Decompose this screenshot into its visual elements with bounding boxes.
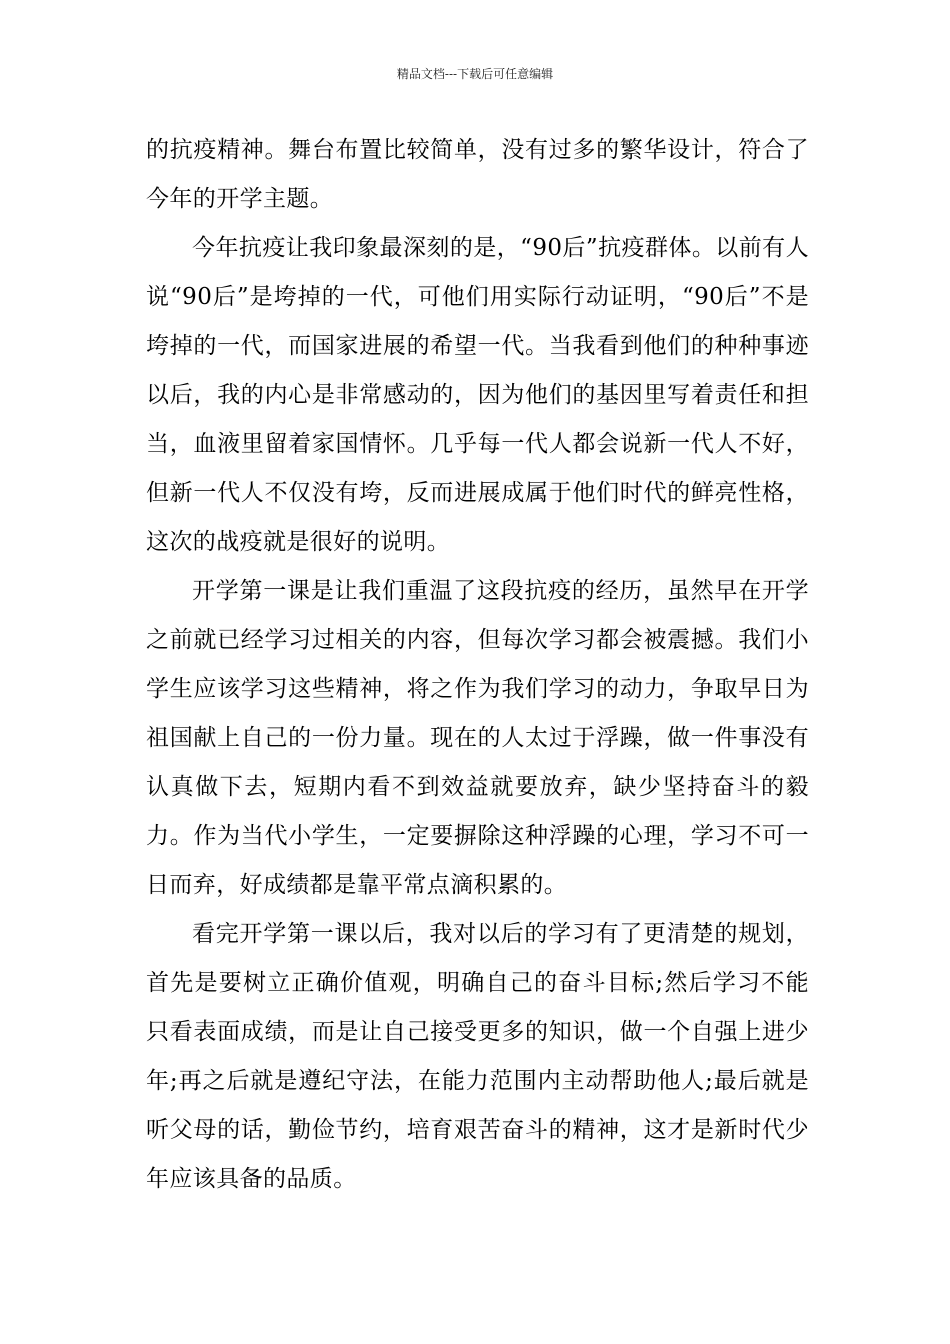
document-body [146,126,809,1204]
paragraph-first-lesson: 开学第一课是让我们重温了这段抗疫的经历，虽然早在开学之前就已经学习过相关的内容，但每次学习都会被震撼。我们小学生应该学习这些精神，将之作为我们学习的动力，争取早日为祖国献上自己的一份力量。现在的人太过于浮躁，做一件事没有认真做下去，短期内看不到效益就要放弃，缺少坚持奋斗的毅力。作为当代小学生，一定要摒除这种浮躁的心理，学习不可一日而弃，好成绩都是靠平常点滴积累的。 [146,578,809,898]
page-header: 精品文档---下载后可任意编辑 [396,67,554,81]
paragraph-study-plan: 看完开学第一课以后，我对以后的学习有了更清楚的规划，首先是要树立正确价值观，明确自己的奋斗目标;然后学习不能只看表面成绩，而是让自己接受更多的知识，做一个自强上进少年;再之后就是遵纪守法，在能力范围内主动帮助他人;最后就是听父母的话，勤俭节约，培育艰苦奋斗的精神，这才是新时代少年应该具备的品质。 [146,921,809,1192]
paragraph-post90s: 今年抗疫让我印象最深刻的是，“90后”抗疫群体。以前有人说“90后”是垮掉的一代，可他们用实际行动证明，“90后”不是垮掉的一代，而国家进展的希望一代。当我看到他们的种种事迹以后，我的内心是非常感动的，因为他们的基因里写着责任和担当，血液里留着家国情怀。几乎每一代人都会说新一代人不好，但新一代人不仅没有垮，反而进展成属于他们时代的鲜亮性格，这次的战疫就是很好的说明。 [146,235,809,555]
paragraph-continuation: 的抗疫精神。舞台布置比较简单，没有过多的繁华设计，符合了今年的开学主题。 [146,137,809,212]
